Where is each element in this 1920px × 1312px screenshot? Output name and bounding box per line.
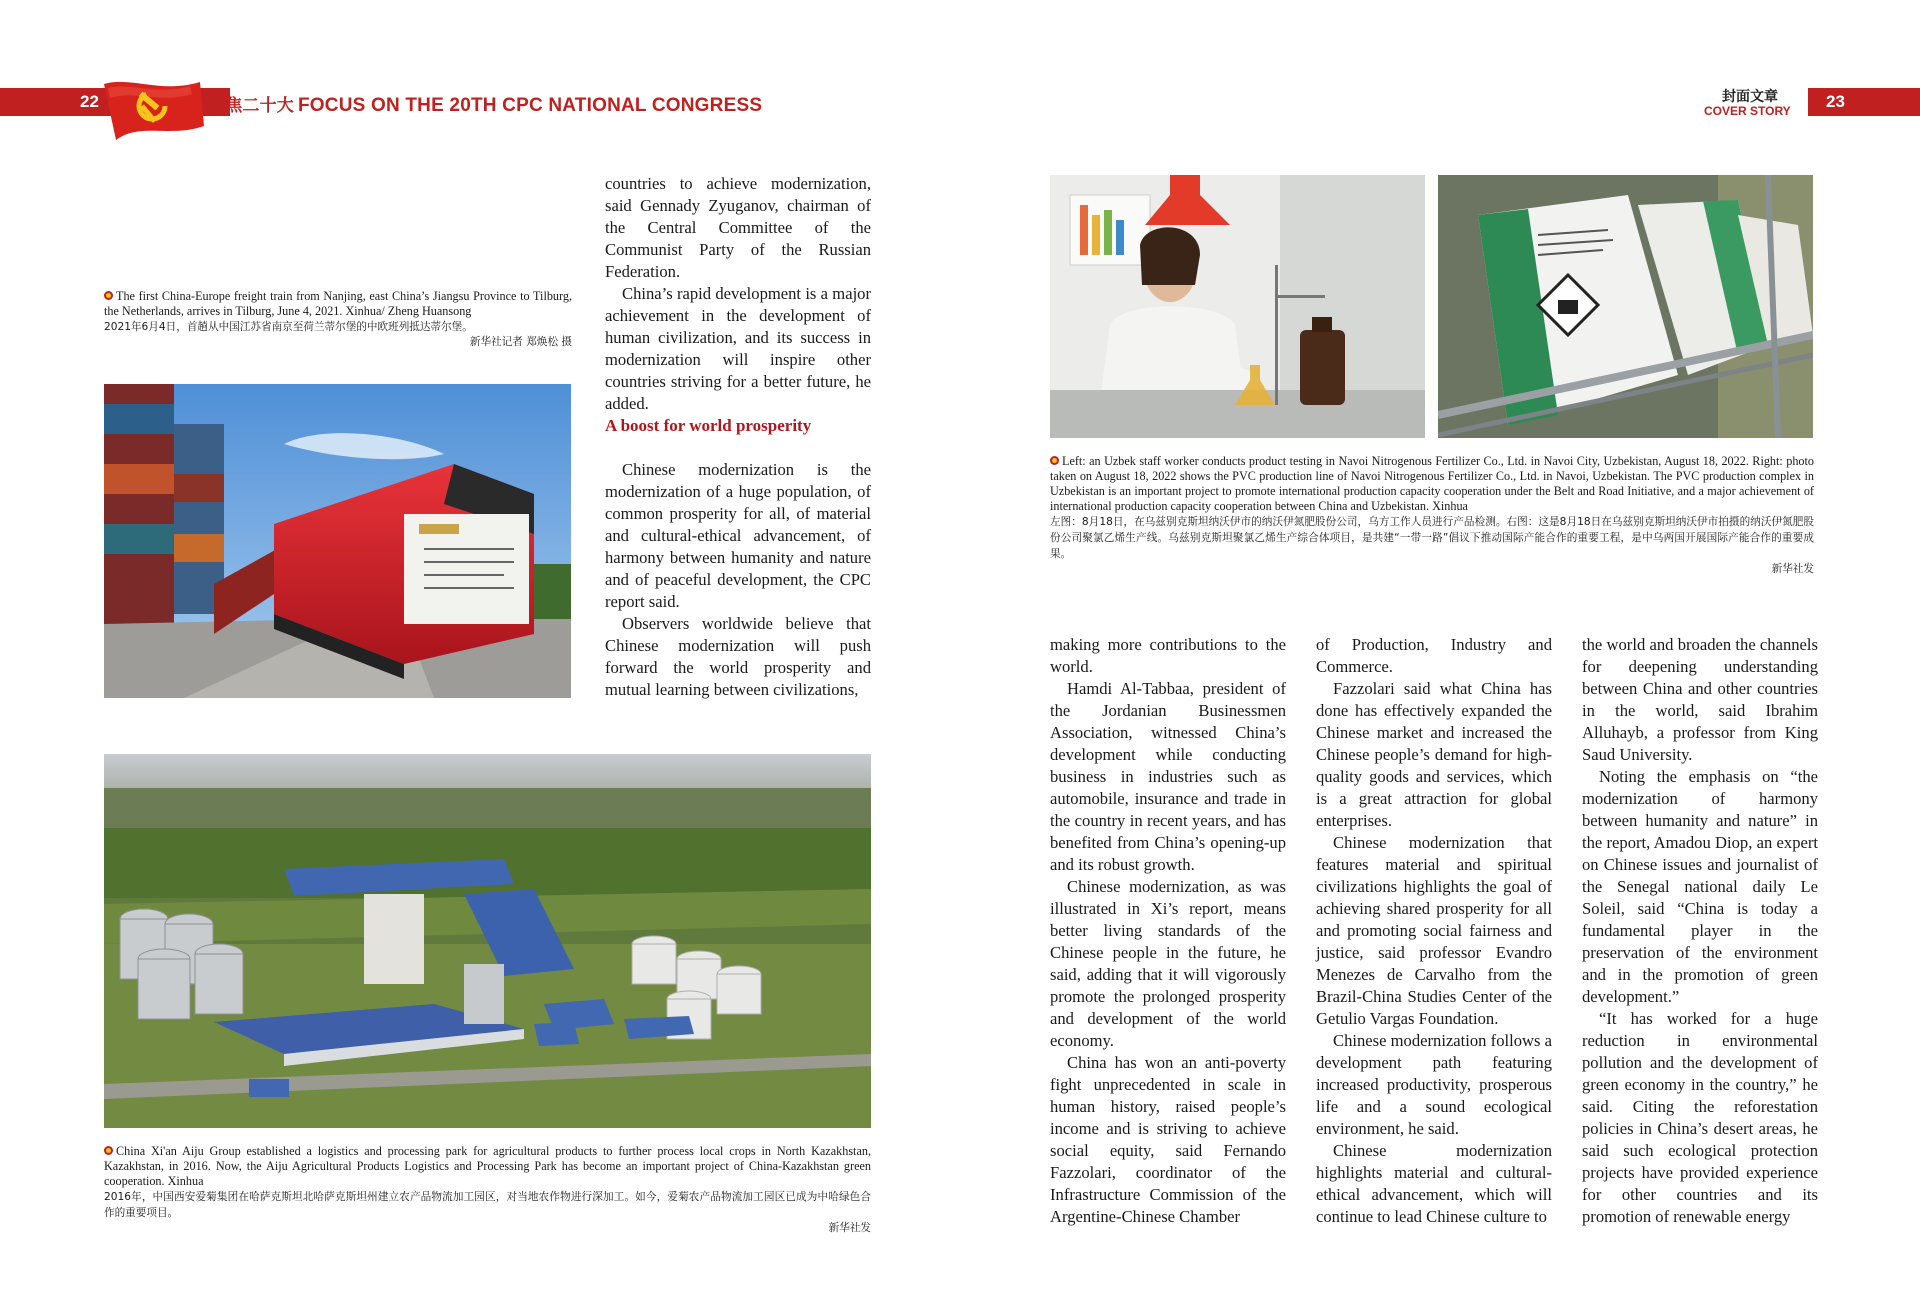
paragraph: of Production, Industry and Commerce. [1316,635,1552,676]
right-page-text-column-2 [1316,634,1552,1228]
caption-en: Left: an Uzbek staff worker conducts product testing in Navoi Nitrogenous Fertilizer Co., Ltd. in Navoi City, Uzbekistan, August 18, 2022. Right: photo taken on August 18, 2022 shows the PVC production line of Navoi Nitrogenous Fertilizer Co., Ltd. in Navoi, Uzbekistan. The PVC production complex in Uzbekistan is an important project to promote international production capacity cooperation under the Belt and Road Initiative, and a major achievement of international production capacity cooperation between China and Uzbekistan. Xinhua [1050,454,1814,513]
paragraph: Hamdi Al-Tabbaa, president of the Jordanian Businessmen Association, witnessed China’s development while conducting business in industries such as automobile, insurance and trade in the country in recent years, and has benefited from China’s opening-up and its robust growth. [1050,679,1286,874]
aerial-photo-caption [104,1144,871,1236]
left-header-title [208,91,762,117]
uzbek-photos-caption [1050,454,1814,577]
paragraph: “It has worked for a huge reduction in environmental pollution and the development of green economy in the country,” he said. Citing the reforestation policies in China’s desert areas, he said such ecological protection projects have provided experience for other countries and its promotion of renewable energy [1582,1009,1818,1226]
pvc-production-photo [1438,175,1813,438]
paragraph: countries to achieve modernization, said Gennady Zyuganov, chairman of the Central Committee of the Communist Party of the Russian Federation. [605,174,871,281]
section-title-cn: 封面文章 [1722,89,1778,105]
caption-cn: 2021年6月4日，首趟从中国江苏省南京至荷兰蒂尔堡的中欧班列抵达蒂尔堡。 [104,321,473,333]
left-page-number: 22 [80,92,99,111]
caption-en: The first China-Europe freight train from Nanjing, east China’s Jiangsu Province to Tilburg, the Netherlands, arrives in Tilburg, June 4, 2021. Xinhua/ Zheng Huansong [104,289,572,318]
caption-credit: 新华社发 [828,1222,871,1234]
paragraph: Noting the emphasis on “the modernization of harmony between humanity and nature” in the report, Amadou Diop, an expert on Chinese issues and journalist of the Senegal national daily Le Soleil, said “China is today a fundamental player in the preservation of the environment and in the promotion of green development.” [1582,767,1818,1006]
section-title-en: COVER STORY [1704,104,1791,118]
train-photo [104,384,571,698]
right-page-text-column-3 [1582,634,1818,1228]
paragraph: Fazzolari said what China has done has effectively expanded the Chinese market and increased the Chinese people’s demand for high-quality goods and services, which is a great attraction for global enterprises. [1316,679,1552,830]
aerial-park-photo [104,754,871,1128]
paragraph: making more contributions to the world. [1050,635,1286,676]
paragraph: Chinese modernization that features material and spiritual civilizations highlights the goal of achieving shared prosperity for all and promoting social fairness and justice, said professor Evandro Menezes de Carvalho from the Brazil-China Studies Center of the Getulio Vargas Foundation. [1316,833,1552,1028]
caption-en: China Xi'an Aiju Group established a logistics and processing park for agricultural products to further process local crops in North Kazakhstan, Kazakhstan, in 2016. Now, the Aiju Agricultural Products Logistics and Processing Park has become an important project of China-Kazakhstan green cooperation. Xinhua [104,1144,871,1188]
right-header-bar [1808,88,1920,116]
header-title-en: FOCUS ON THE 20TH CPC NATIONAL CONGRESS [298,95,763,116]
caption-bullet-icon [1050,456,1059,465]
train-photo-caption [104,289,572,350]
section-subheading: A boost for world prosperity [605,416,812,435]
cpc-flag-emblem-icon [100,74,210,148]
caption-cn: 左图：8月18日，在乌兹别克斯坦纳沃伊市的纳沃伊氮肥股份公司，乌方工作人员进行产品检测。右图：这是8月18日在乌兹别克斯坦纳沃伊市拍摄的纳沃伊氮肥股份公司聚氯乙烯生产线。乌兹别克斯坦聚氯乙烯生产综合体项目，是共建“一带一路”倡议下推动国际产能合作的重要工程，是中乌两国开展国际产能合作的重要成果。 [1050,516,1814,560]
left-page-text-column-b [605,459,871,701]
paragraph: Chinese modernization, as was illustrated in Xi’s report, means better living standards of the Chinese people in the future, he said, adding that it will vigorously promote the prolonged prosperity and development of the world economy. [1050,877,1286,1050]
right-page-text-column-1 [1050,634,1286,1228]
paragraph: Observers worldwide believe that Chinese modernization will push forward the world prosperity and mutual learning between civilizations, [605,614,871,699]
header-title-cn: 聚焦二十大 [208,96,294,116]
paragraph: China’s rapid development is a major achievement in the development of human civilization, and its success in modernization will inspire other countries striving for a better future, he added. [605,284,871,413]
paragraph: the world and broaden the channels for deepening understanding between China and other countries in the world, said Ibrahim Alluhayb, a professor from King Saud University. [1582,635,1818,764]
paragraph: Chinese modernization highlights material and cultural-ethical advancement, which will continue to lead Chinese culture to [1316,1141,1552,1226]
paragraph: China has won an anti-poverty fight unprecedented in scale in human history, raised people’s income and is striving to achieve social equity, said Fernando Fazzolari, coordinator of the Infrastructure Commission of the Argentine-Chinese Chamber [1050,1053,1286,1226]
caption-cn: 2016年，中国西安爱菊集团在哈萨克斯坦北哈萨克斯坦州建立农产品物流加工园区，对当地农作物进行深加工。如今，爱菊农产品物流加工园区已成为中哈绿色合作的重要项目。 [104,1191,871,1219]
left-page-text-column [605,173,871,415]
right-page-number: 23 [1826,92,1845,111]
caption-bullet-icon [104,1146,113,1155]
caption-bullet-icon [104,291,113,300]
lab-worker-photo [1050,175,1425,438]
paragraph: Chinese modernization follows a development path featuring increased productivity, prosperous life and a sound ecological environment, he said. [1316,1031,1552,1138]
caption-credit: 新华社记者 郑焕松 摄 [469,336,572,348]
caption-credit: 新华社发 [1771,563,1814,575]
paragraph: Chinese modernization is the modernization of a huge population, of common prosperity for all, of material and cultural-ethical advancement, of harmony between humanity and nature and of peaceful development, the CPC report said. [605,460,871,611]
